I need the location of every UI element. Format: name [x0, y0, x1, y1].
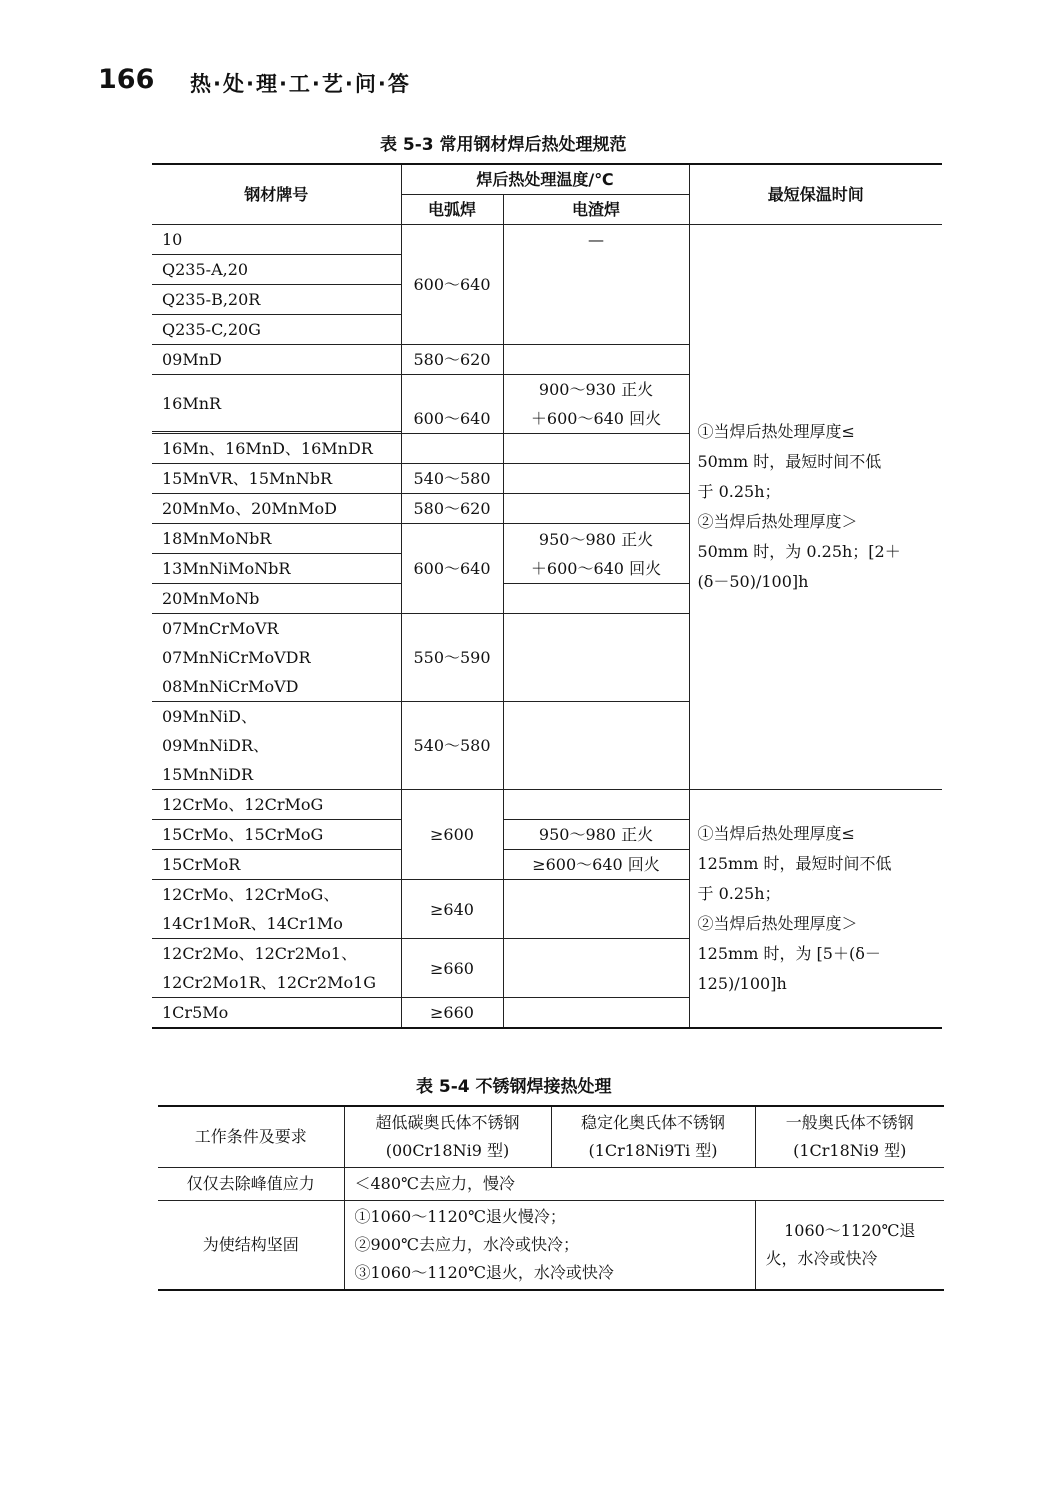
grade-cell: 16Mn、16MnD、16MnDR: [152, 434, 401, 464]
grade-cell: 15CrMo、15CrMoG: [152, 820, 401, 850]
book-title: 热·处·理·工·艺·问·答: [190, 72, 411, 96]
slag-temp: [503, 939, 689, 998]
arc-temp: ≥640: [401, 880, 503, 939]
grade-cell: 09MnNiDR、: [152, 731, 401, 760]
header-ultra-low-carbon: 超低碳奥氏体不锈钢 (00Cr18Ni9 型): [344, 1106, 551, 1168]
grade-cell: 12CrMo、12CrMoG: [152, 790, 401, 820]
slag-temp: [503, 880, 689, 939]
grade-cell: 14Cr1MoR、14Cr1Mo: [152, 909, 401, 939]
table-5-3: [152, 163, 942, 1029]
arc-temp: 580～620: [401, 494, 503, 524]
arc-temp: 550～590: [401, 614, 503, 702]
grade-cell: Q235-B,20R: [152, 285, 401, 315]
arc-temp: ≥600: [401, 790, 503, 880]
grade-cell: 15CrMoR: [152, 850, 401, 880]
slag-temp: —: [503, 225, 689, 345]
remark-1: ①当焊后热处理厚度≤ 50mm 时，最短时间不低 于 0.25h； ②当焊后热处理厚度＞ 50mm 时，为 0.25h；[2＋ (δ－50)/100]h: [689, 225, 942, 790]
slag-temp: [503, 584, 689, 614]
header-temp-group: 焊后热处理温度/℃: [401, 164, 689, 195]
slag-temp: [503, 614, 689, 702]
slag-temp: [503, 494, 689, 524]
slag-temp: ≥600～640 回火: [503, 850, 689, 880]
grade-cell: 07MnCrMoVR: [152, 614, 401, 644]
arc-temp: 540～580: [401, 702, 503, 790]
slag-temp: 950～980 正火: [503, 820, 689, 850]
grade-cell: 16MnR: [152, 375, 401, 432]
grade-cell: 07MnNiCrMoVDR: [152, 643, 401, 672]
header-slag: 电渣焊: [503, 195, 689, 225]
grade-cell: 18MnMoNbR: [152, 524, 401, 554]
grade-cell: 09MnD: [152, 345, 401, 375]
arc-temp: [401, 434, 503, 464]
grade-cell: 15MnVR、15MnNbR: [152, 464, 401, 494]
arc-temp: ≥660: [401, 939, 503, 998]
grade-cell: 1Cr5Mo: [152, 998, 401, 1029]
table-row: [158, 1168, 944, 1201]
slag-temp: [503, 790, 689, 820]
condition-cell: 为使结构坚固: [158, 1201, 344, 1291]
arc-temp: 580～620: [401, 345, 503, 375]
header-general: 一般奥氏体不锈钢 (1Cr18Ni9 型): [755, 1106, 944, 1168]
arc-temp: 600～640: [401, 375, 503, 434]
grade-cell: Q235-C,20G: [152, 315, 401, 345]
slag-temp: 950～980 正火 ＋600～640 回火: [503, 524, 689, 584]
grade-cell: Q235-A,20: [152, 255, 401, 285]
table-5-4: [158, 1105, 944, 1291]
arc-temp: 540～580: [401, 464, 503, 494]
header-hold-time: 最短保温时间: [689, 164, 942, 225]
table-row: [152, 790, 942, 820]
grade-cell: 08MnNiCrMoVD: [152, 672, 401, 702]
remark-2: ①当焊后热处理厚度≤ 125mm 时，最短时间不低 于 0.25h； ②当焊后热处理厚度＞ 125mm 时，为 [5＋(δ－ 125)/100]h: [689, 790, 942, 1029]
value-cell: ①1060～1120℃退火慢冷； ②900℃去应力，水冷或快冷； ③1060～1120℃退火，水冷或快冷: [344, 1201, 755, 1291]
table-5-4-caption: 表 5-4 不锈钢焊接热处理: [416, 1077, 612, 1097]
grade-cell: 13MnNiMoNbR: [152, 554, 401, 584]
header-grade: 钢材牌号: [152, 164, 401, 225]
grade-cell: 20MnMoNb: [152, 584, 401, 614]
grade-cell: 10: [152, 225, 401, 255]
header-condition: 工作条件及要求: [158, 1106, 344, 1168]
general-value-cell: 1060～1120℃退 火，水冷或快冷: [755, 1201, 944, 1291]
arc-temp: 600～640: [401, 524, 503, 614]
header-arc: 电弧焊: [401, 195, 503, 225]
grade-cell: 20MnMo、20MnMoD: [152, 494, 401, 524]
page-number: 166: [98, 64, 155, 95]
slag-temp: 900～930 正火 ＋600～640 回火: [503, 375, 689, 434]
table-5-3-caption: 表 5-3 常用钢材焊后热处理规范: [380, 135, 627, 155]
arc-temp: ≥660: [401, 998, 503, 1029]
grade-cell: 15MnNiDR: [152, 760, 401, 790]
table-row: [158, 1201, 944, 1291]
table-row: [152, 225, 942, 255]
arc-temp: 600～640: [401, 225, 503, 345]
slag-temp: [503, 702, 689, 790]
slag-temp: [503, 464, 689, 494]
header-stabilized: 稳定化奥氏体不锈钢 (1Cr18Ni9Ti 型): [551, 1106, 755, 1168]
value-cell: ＜480℃去应力，慢冷: [344, 1168, 944, 1201]
grade-cell: 12CrMo、12CrMoG、: [152, 880, 401, 910]
condition-cell: 仅仅去除峰值应力: [158, 1168, 344, 1201]
slag-temp: [503, 434, 689, 464]
slag-temp: [503, 998, 689, 1029]
slag-temp: [503, 345, 689, 375]
grade-cell: 12Cr2Mo1R、12Cr2Mo1G: [152, 968, 401, 998]
grade-cell: 12Cr2Mo、12Cr2Mo1、: [152, 939, 401, 969]
grade-cell: 09MnNiD、: [152, 702, 401, 732]
